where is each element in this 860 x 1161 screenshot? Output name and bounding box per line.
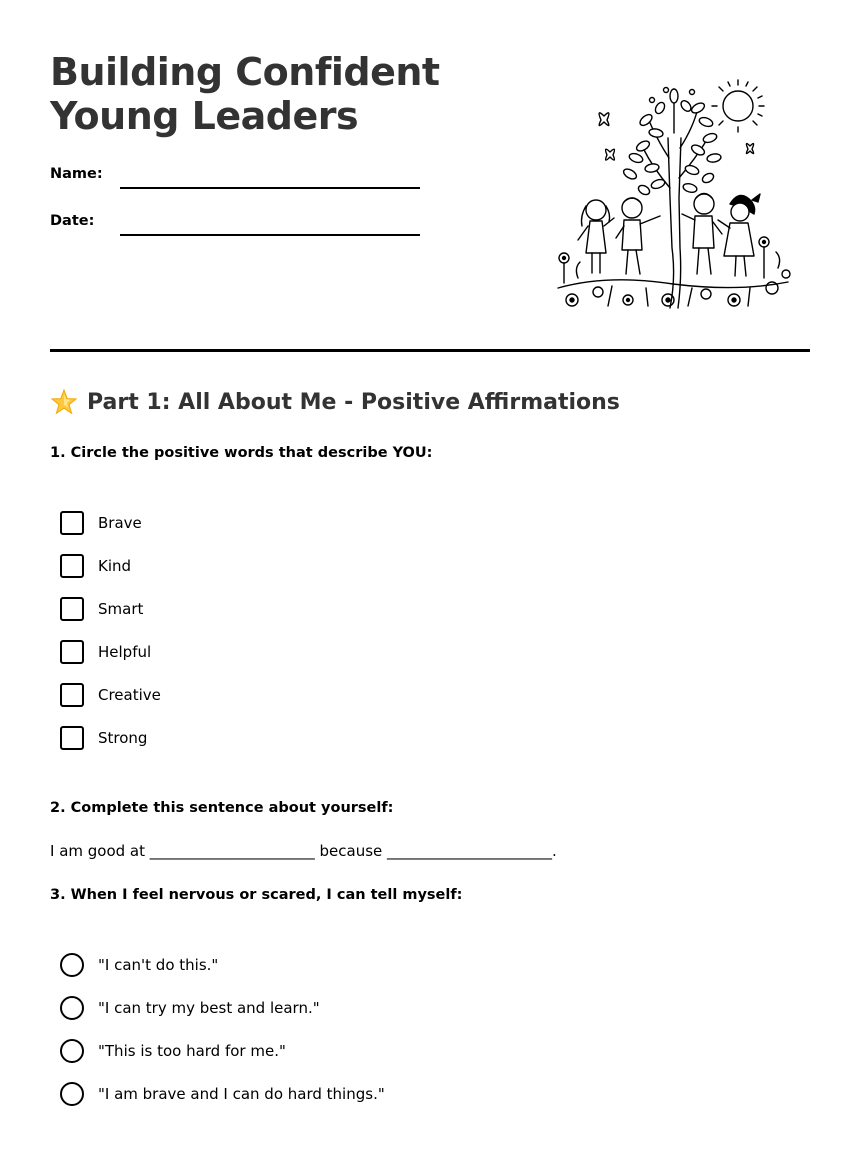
name-field-line[interactable] bbox=[120, 187, 420, 189]
checkbox[interactable] bbox=[60, 640, 84, 664]
star-icon bbox=[50, 388, 78, 416]
date-label: Date: bbox=[50, 213, 95, 229]
title-line-1: Building Confident bbox=[50, 50, 440, 94]
radio-option[interactable] bbox=[60, 1039, 286, 1063]
checkbox[interactable] bbox=[60, 597, 84, 621]
child-figure bbox=[718, 194, 760, 276]
option-label: Smart bbox=[98, 600, 144, 618]
checkbox-option[interactable] bbox=[60, 554, 131, 578]
option-label: Creative bbox=[98, 686, 161, 704]
checkbox[interactable] bbox=[60, 683, 84, 707]
option-label: Brave bbox=[98, 514, 142, 532]
option-label: "I can't do this." bbox=[98, 956, 219, 974]
option-label: Strong bbox=[98, 729, 148, 747]
checkbox-option[interactable] bbox=[60, 640, 151, 664]
worksheet-title bbox=[50, 50, 490, 138]
option-label: "This is too hard for me." bbox=[98, 1042, 286, 1060]
flower-icon bbox=[559, 237, 790, 306]
checkbox[interactable] bbox=[60, 511, 84, 535]
name-label: Name: bbox=[50, 166, 103, 182]
option-label: Helpful bbox=[98, 643, 152, 661]
radio-option[interactable] bbox=[60, 1082, 385, 1106]
child-figure bbox=[578, 200, 614, 273]
tree-leaves bbox=[622, 88, 722, 197]
radio-button[interactable] bbox=[60, 996, 84, 1020]
sentence-completion[interactable]: I am good at ______________________ because ______________________. bbox=[50, 842, 557, 860]
checkbox-option[interactable] bbox=[60, 597, 143, 621]
child-figure bbox=[616, 198, 660, 274]
tree-trunk bbox=[668, 138, 681, 308]
question-2: 2. Complete this sentence about yourself: bbox=[50, 800, 394, 816]
question-1: 1. Circle the positive words that describe YOU: bbox=[50, 445, 433, 461]
section-divider bbox=[50, 349, 810, 352]
question-3: 3. When I feel nervous or scared, I can tell myself: bbox=[50, 887, 463, 903]
radio-button[interactable] bbox=[60, 1082, 84, 1106]
checkbox-option[interactable] bbox=[60, 683, 161, 707]
radio-option[interactable] bbox=[60, 953, 218, 977]
option-label: "I am brave and I can do hard things." bbox=[98, 1085, 385, 1103]
checkbox[interactable] bbox=[60, 554, 84, 578]
checkbox[interactable] bbox=[60, 726, 84, 750]
date-field-line[interactable] bbox=[120, 234, 420, 236]
sun-icon bbox=[712, 80, 764, 132]
title-line-2: Young Leaders bbox=[50, 94, 359, 138]
part1-title: Part 1: All About Me - Positive Affirmations bbox=[87, 389, 620, 415]
child-figure bbox=[682, 194, 722, 275]
children-around-tree-illustration bbox=[548, 78, 798, 318]
butterfly-icon bbox=[599, 113, 754, 160]
option-label: Kind bbox=[98, 557, 132, 575]
checkbox-option[interactable] bbox=[60, 726, 147, 750]
option-label: "I can try my best and learn." bbox=[98, 999, 320, 1017]
checkbox-option[interactable] bbox=[60, 511, 142, 535]
radio-button[interactable] bbox=[60, 1039, 84, 1063]
radio-button[interactable] bbox=[60, 953, 84, 977]
part1-heading bbox=[50, 388, 620, 416]
radio-option[interactable] bbox=[60, 996, 320, 1020]
